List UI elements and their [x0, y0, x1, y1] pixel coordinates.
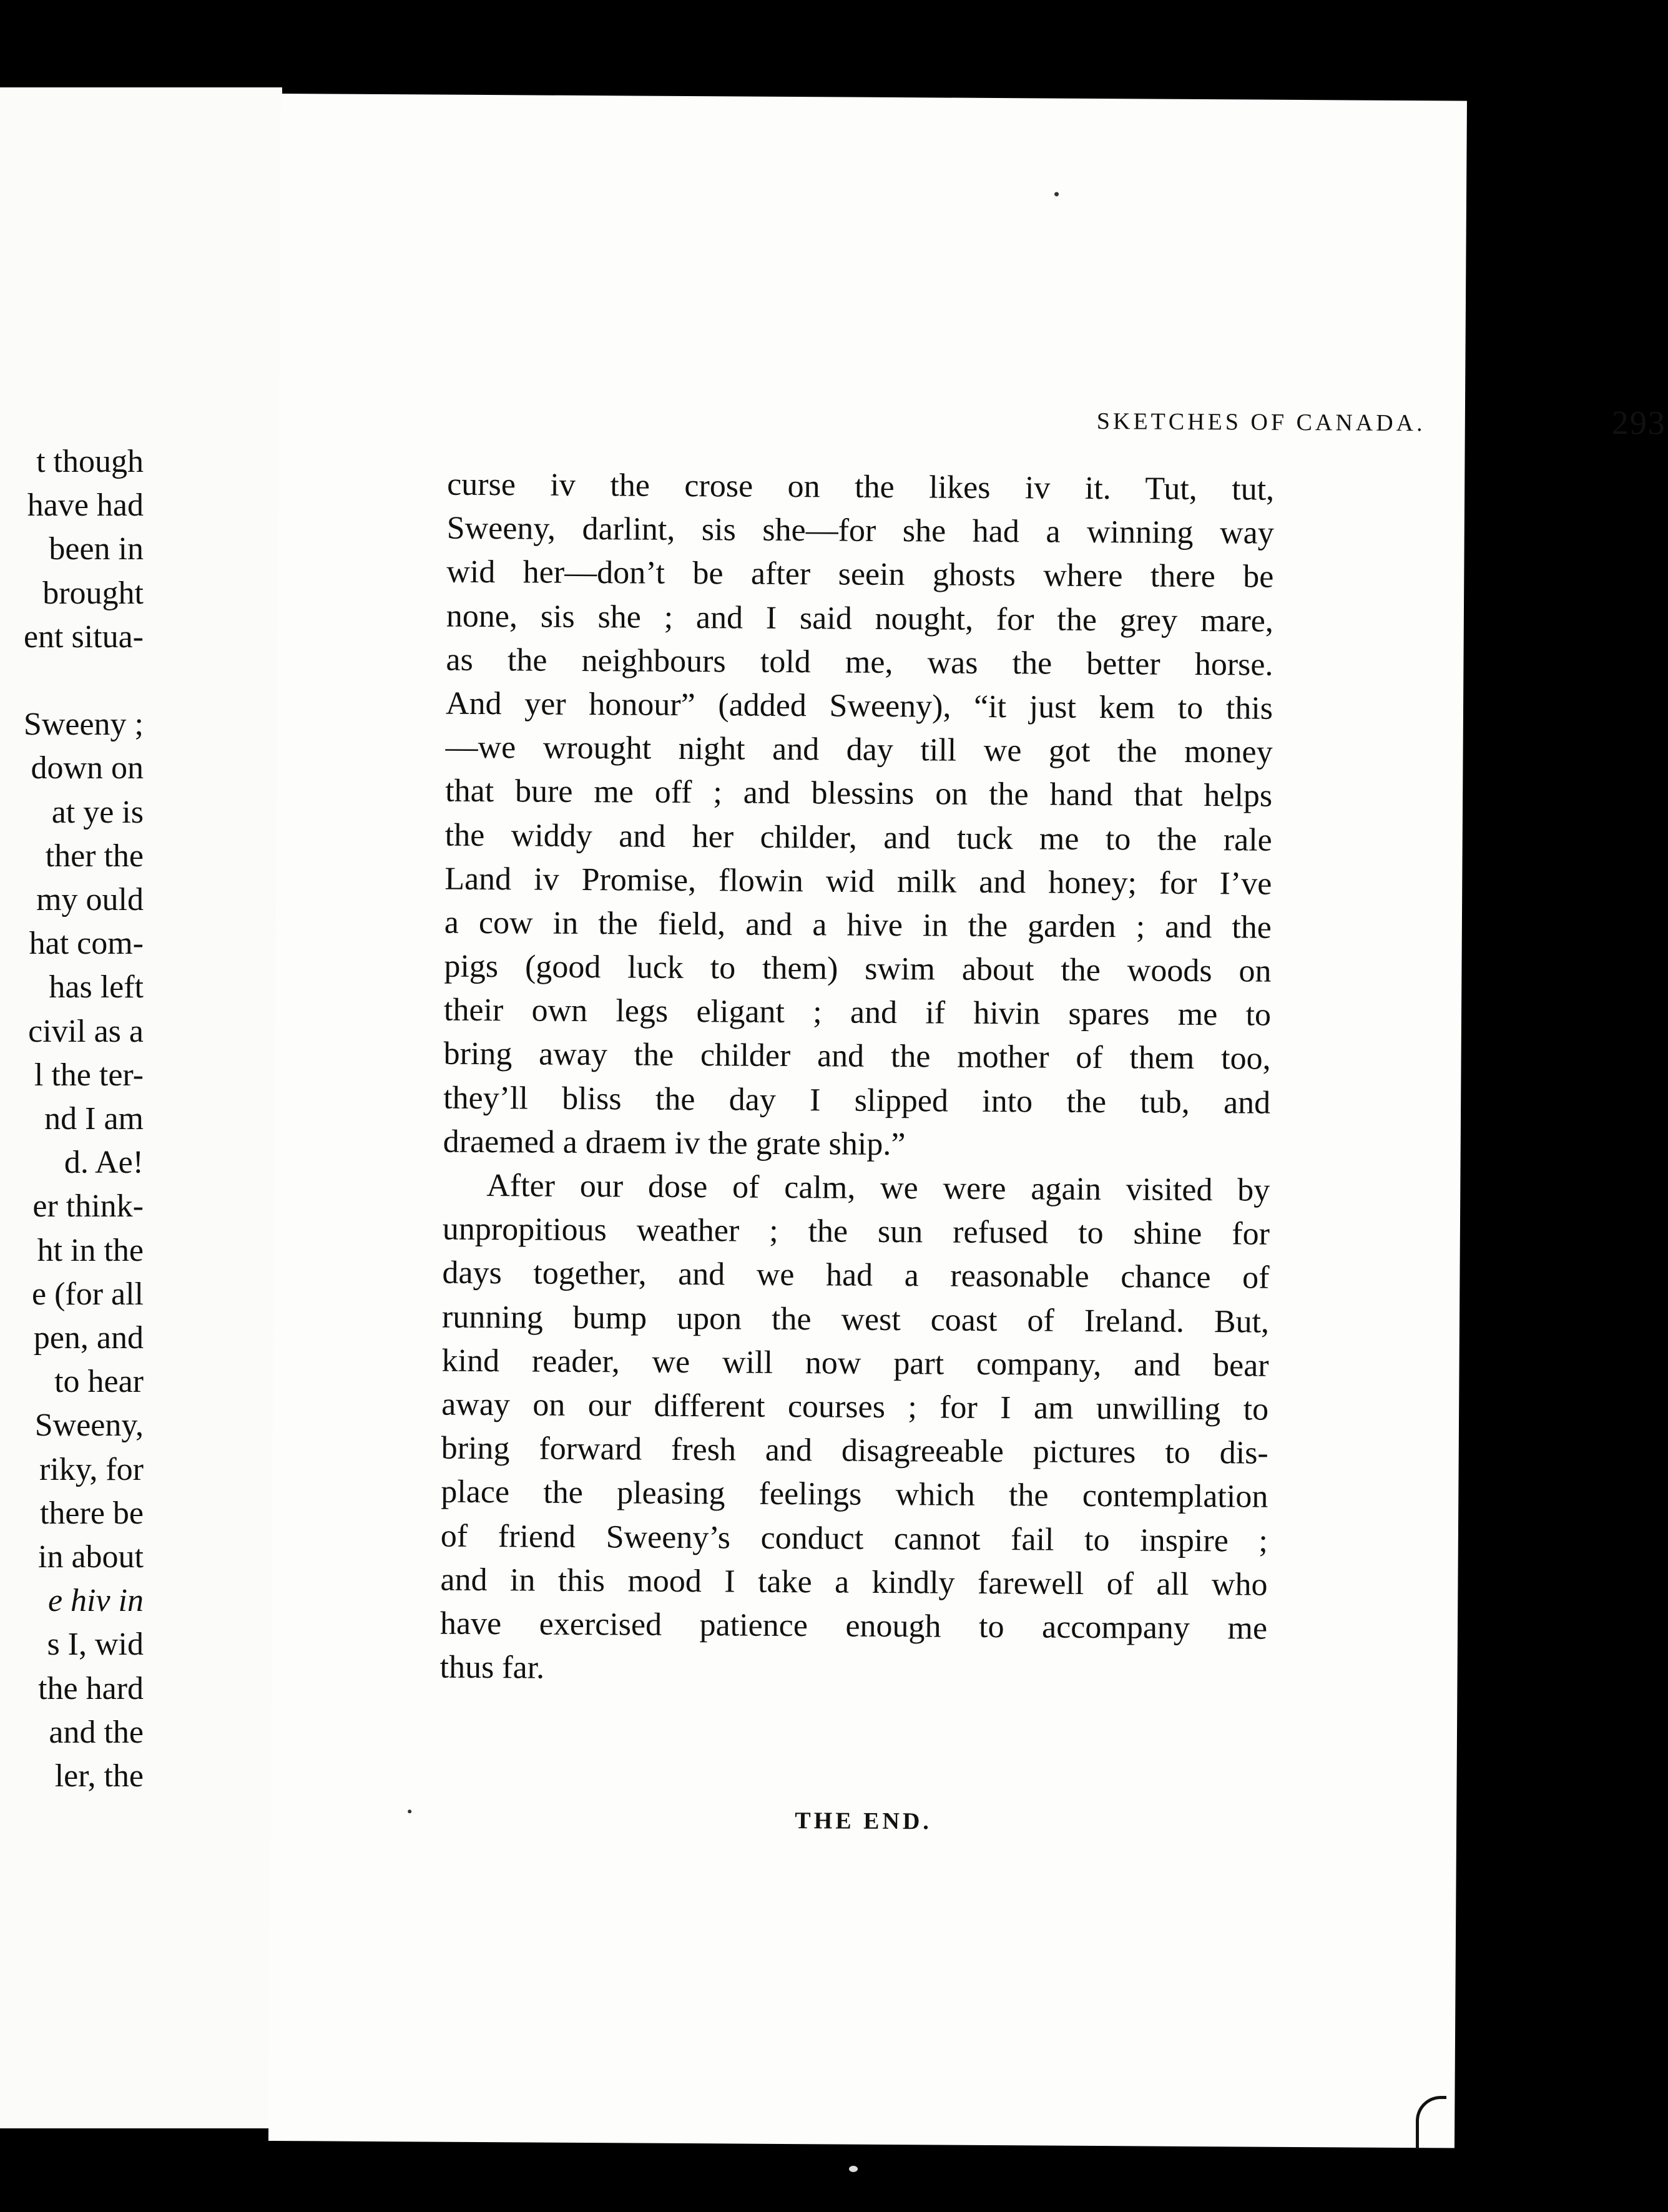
left-page-line: down on	[31, 750, 144, 786]
left-page-text-column	[0, 87, 144, 2128]
left-page-line: ht in the	[37, 1232, 144, 1268]
left-page-line: e (for all	[31, 1276, 144, 1312]
left-page-line: l the ter-	[34, 1057, 144, 1093]
running-title: SKETCHES OF CANADA.	[1096, 408, 1426, 437]
left-page-line: and the	[49, 1714, 144, 1750]
text-line: none, sis she ; and I said nought, for the grey mare,	[446, 598, 1274, 639]
text-line: and in this mood I take a kindly farewell of all who	[440, 1562, 1268, 1603]
text-line: And yer honour” (added Sweeny), “it just kem to this	[445, 685, 1273, 727]
left-page-line: my ould	[36, 882, 144, 918]
text-line: draemed a draem iv the grate ship.”	[443, 1123, 906, 1162]
left-page-line: been in	[49, 531, 144, 567]
left-page-line: the hard	[38, 1670, 144, 1706]
text-line: the widdy and her childer, and tuck me to the rale	[444, 817, 1272, 858]
text-line: pigs (good luck to them) swim about the woods on	[444, 948, 1272, 989]
print-speck	[408, 1809, 411, 1813]
left-page-line: ler, the	[54, 1758, 144, 1794]
left-page-line: nd I am	[44, 1101, 144, 1137]
text-line: unpropitious weather ; the sun refused to shine for	[442, 1211, 1270, 1252]
text-line: wid her—don’t be after seein ghosts where there be	[446, 554, 1274, 595]
text-line: of friend Sweeny’s conduct cannot fail to inspire ;	[440, 1518, 1268, 1559]
left-page-line: t though	[36, 444, 144, 479]
left-page-line	[24, 659, 144, 703]
text-line: they’ll bliss the day I slipped into the tub, and	[443, 1080, 1271, 1121]
left-page-line: in about	[38, 1539, 144, 1575]
left-page-line: Sweeny,	[34, 1407, 144, 1444]
left-page-lines	[24, 440, 144, 1798]
left-page-line: d. Ae!	[64, 1145, 144, 1181]
left-page-line: have had	[27, 487, 144, 524]
page-number: 293	[1611, 404, 1667, 442]
right-page	[268, 94, 1667, 2148]
text-line: a cow in the field, and a hive in the garden ; and the	[444, 904, 1272, 946]
running-head	[685, 404, 1667, 442]
text-line: place the pleasing feelings which the contemplation	[441, 1474, 1268, 1515]
left-page-line: pen, and	[33, 1320, 144, 1356]
print-speck	[849, 2166, 858, 2172]
left-page-line: ent situa-	[23, 619, 144, 655]
print-speck	[1054, 192, 1059, 197]
left-facing-page	[0, 87, 282, 2128]
left-page-line: there be	[39, 1495, 144, 1531]
the-end-label: THE END.	[795, 1808, 932, 1835]
left-page-line: ther the	[45, 838, 144, 874]
text-line: kind reader, we will now part company, and bear	[441, 1343, 1269, 1384]
text-line: have exercised patience enough to accompany me	[439, 1605, 1268, 1647]
text-line: —we wrought night and day till we got the money	[445, 729, 1273, 770]
left-page-line: hat com-	[29, 926, 144, 962]
left-page-line: brought	[42, 575, 144, 611]
text-line: running bump upon the west coast of Ireland. But,	[441, 1299, 1270, 1340]
body-text	[439, 463, 1274, 1695]
text-line: After our dose of calm, we were again visited by	[486, 1168, 1270, 1208]
text-line: Land iv Promise, flowin wid milk and honey; for I’ve	[444, 861, 1272, 902]
text-line: bring forward fresh and disagreeable pictures to dis-	[441, 1430, 1268, 1471]
left-page-line: Sweeny ;	[23, 707, 144, 743]
text-line: thus far.	[439, 1649, 545, 1686]
left-page-line: er think-	[32, 1188, 144, 1225]
text-line: Sweeny, darlint, sis she—for she had a winning way	[446, 510, 1274, 551]
text-line: as the neighbours told me, was the better horse.	[446, 642, 1273, 683]
left-page-line: to hear	[54, 1364, 144, 1400]
text-line: curse iv the crose on the likes iv it. Tut, tut,	[447, 466, 1275, 507]
left-page-line: has left	[49, 969, 144, 1006]
left-page-line: s I, wid	[47, 1627, 144, 1663]
text-line: bring away the childer and the mother of them too,	[443, 1036, 1271, 1077]
text-line: that bure me off ; and blessins on the hand that helps	[445, 773, 1273, 815]
text-line: away on our different courses ; for I am unwilling to	[441, 1386, 1269, 1427]
left-page-line: riky, for	[39, 1451, 144, 1487]
text-line: days together, and we had a reasonable chance of	[442, 1255, 1270, 1296]
text-line: their own legs eligant ; and if hivin spares me to	[443, 992, 1272, 1033]
left-page-line: e hiv in	[47, 1583, 144, 1619]
left-page-line: civil as a	[28, 1013, 144, 1049]
left-page-line: at ye is	[51, 794, 144, 830]
